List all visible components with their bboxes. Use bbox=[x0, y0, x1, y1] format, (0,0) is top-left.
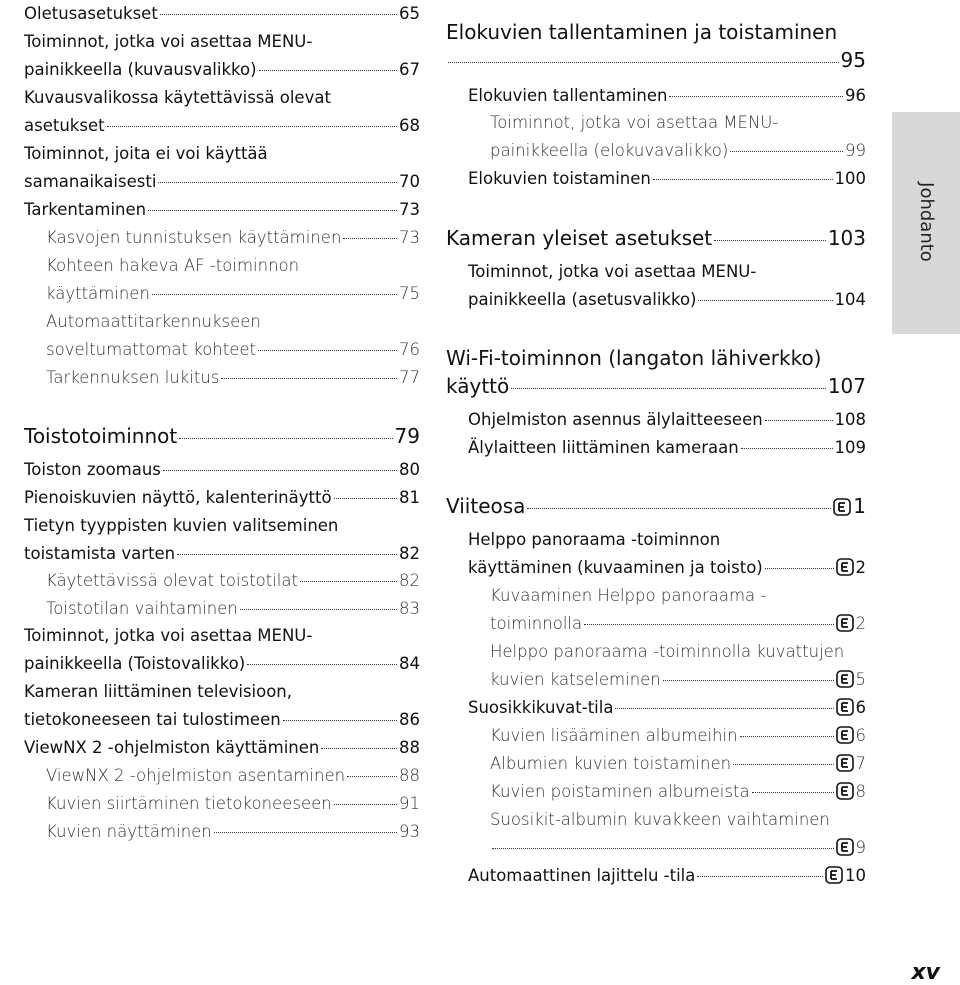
reference-section-icon bbox=[836, 838, 854, 856]
toc-entry-title: Tietyn tyyppisten kuvien valitseminen bbox=[24, 516, 339, 535]
toc-page-number: 70 bbox=[399, 172, 420, 191]
toc-entry[interactable] bbox=[24, 112, 420, 140]
dot-leader bbox=[160, 13, 397, 15]
toc-entry-title: Toistotoiminnot bbox=[24, 424, 178, 448]
dot-leader bbox=[733, 763, 833, 765]
toc-page-number: 88 bbox=[399, 766, 420, 785]
toc-entry-title: Suosikit-albumin kuvakkeen vaihtaminen bbox=[490, 810, 830, 829]
reference-page-number: 1 bbox=[853, 494, 866, 518]
toc-entry-title: käyttö bbox=[446, 374, 510, 398]
reference-section-icon bbox=[836, 558, 854, 576]
dot-leader bbox=[177, 553, 397, 555]
toc-entry-title: Viiteosa bbox=[446, 494, 526, 518]
dot-leader bbox=[765, 567, 834, 569]
reference-section-icon bbox=[836, 754, 854, 772]
toc-entry-title: Käytettävissä olevat toistotilat bbox=[46, 571, 298, 590]
toc-entry-title: Kuvien lisääminen albumeihin bbox=[490, 726, 738, 745]
toc-entry-title: Elokuvien toistaminen bbox=[468, 169, 651, 188]
toc-entry-title: painikkeella (kuvausvalikko) bbox=[24, 60, 257, 79]
toc-page-number: 73 bbox=[399, 228, 420, 247]
reference-page-number: 2 bbox=[855, 614, 866, 633]
dot-leader bbox=[259, 69, 397, 71]
toc-entry-title: Helppo panoraama -toiminnon bbox=[468, 530, 721, 549]
page-number: xv bbox=[911, 960, 940, 985]
toc-entry-title: painikkeella (elokuvavalikko) bbox=[490, 141, 729, 160]
reference-section-icon bbox=[833, 498, 851, 516]
toc-entry-title: Toiminnot, jotka voi asettaa MENU- bbox=[24, 32, 313, 51]
toc-entry[interactable] bbox=[446, 666, 866, 694]
toc-entry-title: toiminnolla bbox=[490, 614, 583, 633]
toc-entry bbox=[24, 84, 420, 112]
toc-entry[interactable] bbox=[24, 364, 420, 392]
toc-entry[interactable] bbox=[24, 762, 420, 790]
toc-page-number: 100 bbox=[834, 169, 866, 188]
reference-section-icon bbox=[836, 670, 854, 688]
toc-entry-title: ViewNX 2 -ohjelmiston asentaminen bbox=[46, 766, 346, 785]
toc-entry-title: Kameran liittäminen televisioon, bbox=[24, 682, 293, 701]
dot-leader bbox=[669, 95, 843, 97]
toc-page-number bbox=[836, 778, 867, 806]
toc-page-number: 68 bbox=[399, 116, 420, 135]
toc-entry bbox=[446, 582, 866, 610]
toc-page-number bbox=[836, 554, 867, 582]
reference-page-number: 6 bbox=[855, 698, 866, 717]
toc-page-number: 86 bbox=[399, 710, 420, 729]
toc-entry-title: Kameran yleiset asetukset bbox=[446, 226, 713, 250]
toc-entry[interactable] bbox=[24, 595, 420, 623]
toc-entry[interactable] bbox=[24, 484, 420, 512]
toc-entry[interactable] bbox=[24, 422, 420, 450]
dot-leader bbox=[343, 237, 397, 239]
reference-page-number: 6 bbox=[855, 726, 866, 745]
toc-entry[interactable] bbox=[24, 0, 420, 28]
dot-leader bbox=[152, 293, 397, 295]
toc-entry-title: ViewNX 2 -ohjelmiston käyttäminen bbox=[24, 738, 320, 757]
toc-page-number: 73 bbox=[399, 200, 420, 219]
toc-entry-title: Toiminnot, jotka voi asettaa MENU- bbox=[468, 262, 757, 281]
toc-entry[interactable] bbox=[446, 406, 866, 434]
toc-entry-title: Kuvien siirtäminen tietokoneeseen bbox=[46, 794, 332, 813]
toc-entry-title: tietokoneeseen tai tulostimeen bbox=[24, 710, 281, 729]
toc-entry[interactable] bbox=[446, 554, 866, 582]
toc-entry-title: Toiston zoomaus bbox=[24, 460, 161, 479]
reference-section-icon bbox=[836, 698, 854, 716]
toc-page-number bbox=[836, 750, 867, 778]
reference-page-number: 10 bbox=[845, 866, 866, 885]
toc-entry bbox=[446, 258, 866, 286]
toc-entry-title: Automaattinen lajittelu -tila bbox=[468, 866, 696, 885]
toc-entry bbox=[446, 526, 866, 554]
toc-page-number: 79 bbox=[394, 424, 420, 448]
reference-page-number: 7 bbox=[855, 754, 866, 773]
toc-entry[interactable] bbox=[24, 56, 420, 84]
toc-entry[interactable] bbox=[446, 137, 866, 165]
toc-entry-title: Wi-Fi-toiminnon (langaton lähiverkko) bbox=[446, 346, 822, 370]
reference-section-icon bbox=[825, 866, 843, 884]
dot-leader bbox=[511, 387, 826, 389]
reference-section-icon bbox=[836, 614, 854, 632]
toc-page-number bbox=[836, 666, 867, 694]
toc-entry[interactable] bbox=[24, 540, 420, 568]
toc-page-number: 77 bbox=[399, 368, 420, 387]
dot-leader bbox=[653, 178, 833, 180]
toc-page-number: 88 bbox=[399, 738, 420, 757]
toc-page-number: 80 bbox=[399, 460, 420, 479]
dot-leader bbox=[697, 875, 823, 877]
dot-leader bbox=[741, 447, 833, 449]
toc-entry[interactable] bbox=[446, 224, 866, 252]
toc-entry-title: käyttäminen bbox=[46, 284, 150, 303]
dot-leader bbox=[300, 580, 397, 582]
toc-entry-title: Albumien kuvien toistaminen bbox=[490, 754, 732, 773]
toc-entry-title: Kasvojen tunnistuksen käyttäminen bbox=[46, 228, 342, 247]
toc-page-number: 67 bbox=[399, 60, 420, 79]
toc-entry bbox=[24, 512, 420, 540]
toc-page-number bbox=[836, 722, 867, 750]
toc-page-number: 65 bbox=[399, 4, 420, 23]
toc-page-number: 108 bbox=[834, 410, 866, 429]
toc-entry bbox=[446, 344, 866, 372]
toc-page-number bbox=[836, 694, 867, 722]
dot-leader bbox=[663, 679, 834, 681]
toc-page-number: 75 bbox=[399, 284, 420, 303]
dot-leader bbox=[740, 735, 834, 737]
toc-entry bbox=[24, 622, 420, 650]
toc-entry-title: Elokuvien tallentaminen bbox=[468, 86, 668, 105]
toc-entry-title: käyttäminen (kuvaaminen ja toisto) bbox=[468, 558, 763, 577]
toc-entry-title: Kohteen hakeva AF -toiminnon bbox=[46, 256, 300, 275]
toc-page-number: 84 bbox=[399, 654, 420, 673]
toc-page-number: 82 bbox=[399, 571, 420, 590]
toc-entry[interactable] bbox=[446, 165, 866, 193]
dot-leader bbox=[347, 775, 397, 777]
toc-entry-title: Kuvaaminen Helppo panoraama - bbox=[490, 586, 767, 605]
toc-entry[interactable] bbox=[446, 834, 866, 862]
toc-entry[interactable] bbox=[24, 196, 420, 224]
toc-entry-title: Älylaitteen liittäminen kameraan bbox=[468, 438, 739, 457]
dot-leader bbox=[221, 377, 397, 379]
toc-page-number: 95 bbox=[840, 48, 866, 72]
toc-entry-title: Pienoiskuvien näyttö, kalenterinäyttö bbox=[24, 488, 332, 507]
toc-entry-title: Ohjelmiston asennus älylaitteeseen bbox=[468, 410, 763, 429]
dot-leader bbox=[247, 663, 397, 665]
toc-entry[interactable] bbox=[24, 280, 420, 308]
toc-entry[interactable] bbox=[24, 168, 420, 196]
toc-entry-title: soveltumattomat kohteet bbox=[46, 340, 256, 359]
toc-entry-title: Automaattitarkennukseen bbox=[46, 312, 261, 331]
toc-entry-title: Elokuvien tallentaminen ja toistaminen bbox=[446, 20, 838, 44]
dot-leader bbox=[107, 125, 397, 127]
toc-entry[interactable] bbox=[24, 650, 420, 678]
reference-page-number: 8 bbox=[855, 782, 866, 801]
chapter-tab-label: Johdanto bbox=[916, 182, 937, 262]
toc-entry[interactable] bbox=[446, 722, 866, 750]
toc-entry-title: painikkeella (asetusvalikko) bbox=[468, 290, 697, 309]
toc-entry-title: Kuvien poistaminen albumeista bbox=[490, 782, 750, 801]
dot-leader bbox=[730, 150, 843, 152]
toc-page-number: 81 bbox=[399, 488, 420, 507]
toc-entry[interactable] bbox=[446, 46, 866, 74]
toc-page-number: 91 bbox=[399, 794, 420, 813]
toc-entry bbox=[446, 18, 866, 46]
toc-entry[interactable] bbox=[446, 694, 866, 722]
toc-entry-title: painikkeella (Toistovalikko) bbox=[24, 654, 246, 673]
toc-entry[interactable] bbox=[446, 82, 866, 110]
reference-section-icon bbox=[836, 726, 854, 744]
toc-entry-title: samanaikaisesti bbox=[24, 172, 157, 191]
toc-entry-title: Toiminnot, jotka voi asettaa MENU- bbox=[24, 626, 313, 645]
toc-entry-title: Oletusasetukset bbox=[24, 4, 158, 23]
toc-page-number: 103 bbox=[827, 226, 866, 250]
toc-entry[interactable] bbox=[24, 790, 420, 818]
dot-leader bbox=[240, 608, 397, 610]
dot-leader bbox=[714, 239, 826, 241]
toc-entry[interactable] bbox=[446, 372, 866, 400]
reference-page-number: 2 bbox=[855, 558, 866, 577]
toc-entry[interactable] bbox=[24, 224, 420, 252]
toc-page-number bbox=[836, 610, 867, 638]
toc-entry[interactable] bbox=[446, 750, 866, 778]
toc-page-number: 82 bbox=[399, 544, 420, 563]
toc-entry[interactable] bbox=[446, 286, 866, 314]
dot-leader bbox=[615, 707, 833, 709]
toc-entry bbox=[24, 678, 420, 706]
toc-entry-title: Tarkennuksen lukitus bbox=[46, 368, 220, 387]
toc-entry bbox=[24, 308, 420, 336]
dot-leader bbox=[765, 419, 833, 421]
toc-entry[interactable] bbox=[24, 567, 420, 595]
toc-entry bbox=[446, 638, 866, 666]
dot-leader bbox=[163, 469, 397, 471]
toc-entry-title: kuvien katseleminen bbox=[490, 670, 661, 689]
toc-entry bbox=[24, 252, 420, 280]
toc-entry-title: Toiminnot, jotka voi asettaa MENU- bbox=[490, 113, 779, 132]
dot-leader bbox=[334, 803, 397, 805]
toc-page-number: 104 bbox=[834, 290, 866, 309]
dot-leader bbox=[258, 349, 397, 351]
toc-page-number: 107 bbox=[827, 374, 866, 398]
dot-leader bbox=[283, 719, 397, 721]
toc-entry[interactable] bbox=[24, 818, 420, 846]
dot-leader bbox=[584, 623, 833, 625]
toc-page-number bbox=[825, 862, 866, 890]
dot-leader bbox=[179, 437, 392, 439]
toc-entry[interactable] bbox=[446, 862, 866, 890]
toc-entry-title: Tarkentaminen bbox=[24, 200, 147, 219]
toc-page-number: 83 bbox=[399, 599, 420, 618]
toc-entry[interactable] bbox=[446, 434, 866, 462]
toc-entry[interactable] bbox=[446, 492, 866, 520]
toc-entry[interactable] bbox=[24, 456, 420, 484]
dot-leader bbox=[492, 847, 834, 849]
dot-leader bbox=[752, 791, 834, 793]
dot-leader bbox=[698, 299, 832, 301]
dot-leader bbox=[158, 181, 397, 183]
toc-entry bbox=[24, 28, 420, 56]
toc-entry bbox=[446, 806, 866, 834]
toc-entry[interactable] bbox=[24, 336, 420, 364]
toc-entry-title: toistamista varten bbox=[24, 544, 176, 563]
toc-entry bbox=[24, 140, 420, 168]
toc-page-number bbox=[836, 834, 867, 862]
toc-page-number bbox=[833, 492, 866, 520]
toc-entry[interactable] bbox=[446, 610, 866, 638]
toc-entry-title: Suosikkikuvat-tila bbox=[468, 698, 614, 717]
dot-leader bbox=[214, 831, 397, 833]
toc-entry[interactable] bbox=[24, 734, 420, 762]
reference-page-number: 9 bbox=[855, 838, 866, 857]
toc-page-number: 96 bbox=[845, 86, 866, 105]
toc-page-number: 109 bbox=[834, 438, 866, 457]
toc-entry-title: Toistotilan vaihtaminen bbox=[46, 599, 238, 618]
toc-page-number: 76 bbox=[399, 340, 420, 359]
dot-leader bbox=[334, 497, 397, 499]
toc-entry-title: asetukset bbox=[24, 116, 105, 135]
toc-entry-title: Toiminnot, joita ei voi käyttää bbox=[24, 144, 268, 163]
reference-page-number: 5 bbox=[855, 670, 866, 689]
toc-entry[interactable] bbox=[446, 778, 866, 806]
toc-entry[interactable] bbox=[24, 706, 420, 734]
toc-page-number: 93 bbox=[399, 822, 420, 841]
dot-leader bbox=[321, 747, 397, 749]
reference-section-icon bbox=[836, 782, 854, 800]
dot-leader bbox=[527, 507, 831, 509]
toc-entry-title: Kuvien näyttäminen bbox=[46, 822, 212, 841]
toc-entry-title: Kuvausvalikossa käytettävissä olevat bbox=[24, 88, 331, 107]
toc-entry bbox=[446, 109, 866, 137]
dot-leader bbox=[148, 209, 397, 211]
toc-entry-title: Helppo panoraama -toiminnolla kuvattujen bbox=[490, 642, 845, 661]
toc-page-number: 99 bbox=[845, 141, 866, 160]
dot-leader bbox=[448, 61, 839, 63]
